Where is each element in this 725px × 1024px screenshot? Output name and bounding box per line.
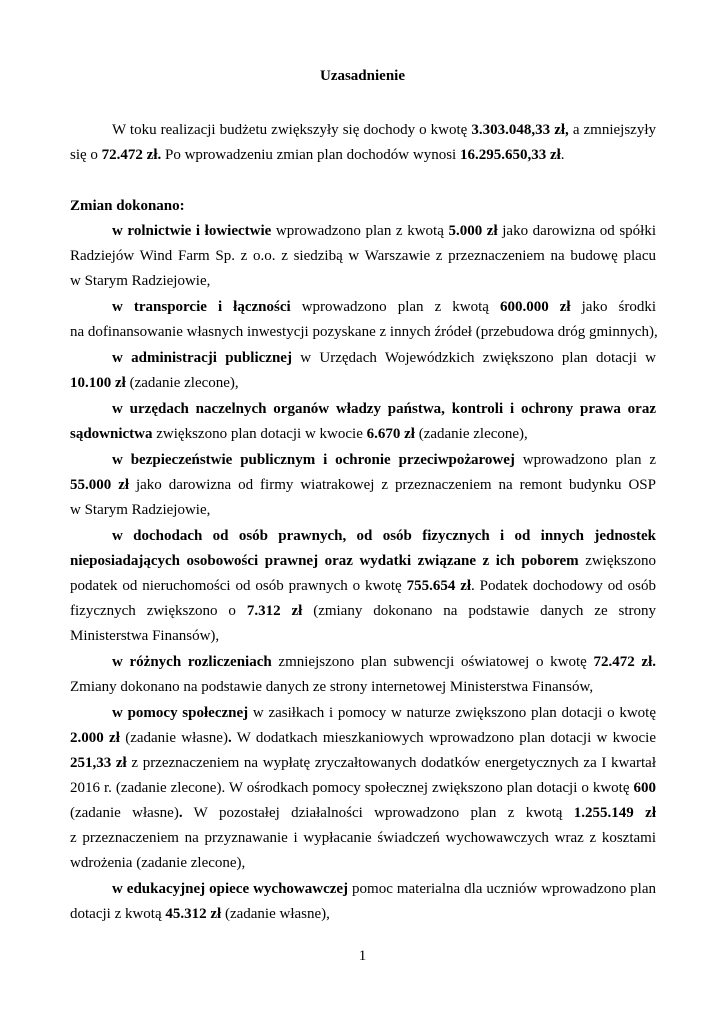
item-amount: 72.472 zł. <box>593 654 656 670</box>
item-text: pomoc materialna dla uczniów wprowadzono plan <box>348 881 656 897</box>
item-text: jako środki <box>570 299 656 315</box>
bullet-icon <box>70 223 84 237</box>
item-text: fizycznych zwiększono o <box>70 603 247 619</box>
item-line <box>70 373 656 393</box>
bullet-icon <box>70 705 84 719</box>
item-line <box>112 297 656 317</box>
intro-amount-total: 16.295.650,33 zł <box>459 147 561 163</box>
intro-text: się o <box>70 147 102 163</box>
page-number: 1 <box>358 948 367 964</box>
item-text: (zadanie zlecone), <box>125 375 239 391</box>
item-text: (zadanie własne) <box>119 730 228 746</box>
item-line <box>70 424 656 444</box>
intro-line-1 <box>112 120 656 140</box>
bullet-icon <box>70 881 84 895</box>
item-line <box>70 576 656 596</box>
intro-text: a zmniejszyły <box>568 122 656 138</box>
item-text: (zadanie własne), <box>221 906 330 922</box>
item-text: podatek od nieruchomości od osób prawnych o kwotę <box>70 578 407 594</box>
item-text: 2016 r. (zadanie zlecone). W ośrodkach pomocy społecznej zwiększono plan dotacji o kwotę <box>70 780 634 796</box>
item-text: . Podatek dochodowy od osób <box>471 578 656 594</box>
bullet-icon <box>70 350 84 364</box>
intro-amount-decrease: 72.472 zł. <box>101 147 162 163</box>
item-text: wprowadzono plan z kwotą <box>290 299 500 315</box>
intro-line-2 <box>70 145 656 165</box>
section-heading: Zmian dokonano: <box>70 198 185 214</box>
document-title: Uzasadnienie <box>319 68 405 84</box>
item-bold: w pomocy społecznej <box>112 705 249 721</box>
item-line <box>70 853 656 873</box>
bullet-icon <box>70 528 84 542</box>
item-bold: w edukacyjnej opiece wychowawczej <box>112 881 349 897</box>
item-bold: . <box>178 805 183 821</box>
item-text: w Starym Radziejowie, <box>70 502 211 518</box>
item-line <box>70 753 656 773</box>
item-line <box>112 526 656 546</box>
intro-text: W toku realizacji budżetu zwiększyły się dochody o kwotę <box>112 122 472 138</box>
item-text: dotacji z kwotą <box>70 906 166 922</box>
item-line <box>70 778 656 798</box>
item-bold: w urzędach naczelnych organów władzy państwa, kontroli i ochrony prawa oraz <box>112 401 656 417</box>
item-bold: w bezpieczeństwie publicznym i ochronie przeciwpożarowej <box>112 452 515 468</box>
item-bold: w różnych rozliczeniach <box>112 654 272 670</box>
item-text: zwiększono <box>578 553 656 569</box>
item-text: wprowadzono plan z kwotą <box>271 223 449 239</box>
item-line <box>70 601 656 621</box>
item-text: w zasiłkach i pomocy w naturze zwiększono plan dotacji o kwotę <box>248 705 656 721</box>
item-text: na dofinansowanie własnych inwestycji pozyskane z innych źródeł (przebudowa dróg gminnych), <box>70 324 658 340</box>
item-text: wprowadzono plan z <box>522 452 656 468</box>
item-line <box>70 500 656 520</box>
intro-amount-increase: 3.303.048,33 zł, <box>471 122 569 138</box>
item-line <box>112 348 656 368</box>
item-text: zwiększono plan dotacji w kwocie <box>152 426 367 442</box>
item-bold: w rolnictwie i łowiectwie <box>112 223 272 239</box>
item-line <box>70 626 656 646</box>
item-line <box>70 904 656 924</box>
item-line <box>70 271 656 291</box>
item-text: w Starym Radziejowie, <box>70 273 211 289</box>
item-amount: 55.000 zł <box>70 477 130 493</box>
item-amount: 7.312 zł <box>246 603 303 619</box>
item-line <box>70 551 656 571</box>
item-bold: nieposiadających osobowości prawnej oraz wydatki związane z ich poborem <box>70 553 579 569</box>
item-amount: 755.654 zł <box>406 578 472 594</box>
bullet-icon <box>70 654 84 668</box>
item-text: Ministerstwa Finansów), <box>70 628 220 644</box>
item-bold: . <box>227 730 232 746</box>
item-amount: 1.255.149 zł <box>573 805 656 821</box>
item-line <box>70 828 656 848</box>
item-text: Radziejów Wind Farm Sp. z o.o. z siedzibą w Warszawie z przeznaczeniem na budowę placu <box>70 248 656 264</box>
item-amount: 10.100 zł <box>70 375 126 391</box>
item-bold: w administracji publicznej <box>112 350 292 366</box>
item-bold: w dochodach od osób prawnych, od osób fizycznych i od innych jednostek <box>112 528 656 544</box>
item-line <box>112 879 656 899</box>
item-text: jako darowizna od spółki <box>497 223 656 239</box>
item-text: Zmiany dokonano na podstawie danych ze strony internetowej Ministerstwa Finansów, <box>70 679 594 695</box>
intro-text: . <box>560 147 565 163</box>
item-text: z przeznaczeniem na przyznawanie i wypłacanie świadczeń wychowawczych wraz z kosztami <box>70 830 656 846</box>
bullet-icon <box>70 401 84 415</box>
item-text: (zmiany dokonano na podstawie danych ze strony <box>313 603 656 619</box>
item-text: w Urzędach Wojewódzkich zwiększono plan dotacji w <box>300 350 656 366</box>
item-line <box>112 399 656 419</box>
item-bold: sądownictwa <box>70 426 153 442</box>
item-line <box>70 803 656 823</box>
item-line <box>70 246 656 266</box>
item-bold: w transporcie i łączności <box>112 299 291 315</box>
item-line <box>70 677 656 697</box>
item-text: W dodatkach mieszkaniowych wprowadzono plan dotacji w kwocie <box>231 730 656 746</box>
item-line <box>70 728 656 748</box>
item-line <box>112 703 656 723</box>
item-line <box>70 322 656 342</box>
item-line <box>112 450 656 470</box>
item-text: (zadanie zlecone), <box>414 426 528 442</box>
item-text: jako darowizna od firmy wiatrakowej z przeznaczeniem na remont budynku OSP <box>129 477 656 493</box>
item-line <box>112 652 656 672</box>
item-text: wdrożenia (zadanie zlecone), <box>70 855 246 871</box>
item-text: z przeznaczeniem na wypłatę zryczałtowanych dodatków energetycznych za I kwartał <box>126 755 656 771</box>
item-amount: 6.670 zł <box>366 426 415 442</box>
item-text: W pozostałej działalności wprowadzono plan z kwotą <box>182 805 574 821</box>
item-line <box>112 221 656 241</box>
item-amount: 600.000 zł <box>499 299 571 315</box>
intro-text: Po wprowadzeniu zmian plan dochodów wynosi <box>161 147 460 163</box>
item-amount: 2.000 zł <box>70 730 120 746</box>
item-amount: 251,33 zł <box>70 755 127 771</box>
bullet-icon <box>70 452 84 466</box>
item-amount: 600 <box>633 780 656 796</box>
bullet-icon <box>70 299 84 313</box>
item-text: (zadanie własne) <box>70 805 179 821</box>
item-amount: 5.000 zł <box>448 223 498 239</box>
item-line <box>70 475 656 495</box>
item-text: zmniejszono plan subwencji oświatowej o kwotę <box>271 654 594 670</box>
item-amount: 45.312 zł <box>165 906 222 922</box>
